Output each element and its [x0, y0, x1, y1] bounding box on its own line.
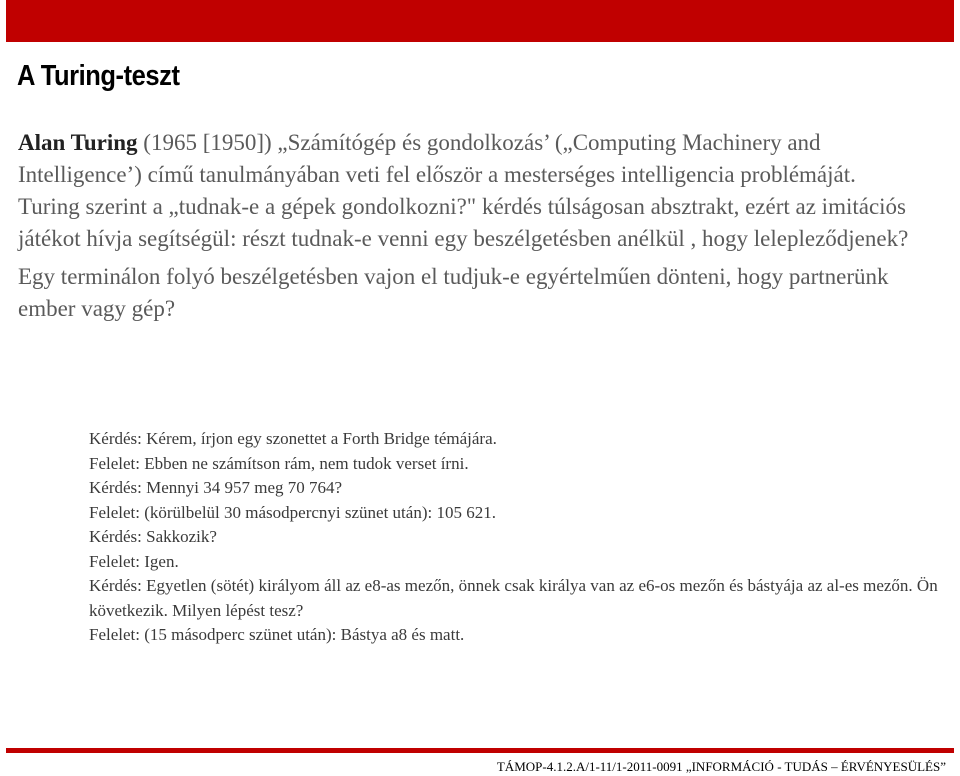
paragraph-imitation-game: Turing szerint a „tudnak-e a gépek gondolkozni?" kérdés túlságosan absztrakt, ezért az imitációs játékot hívja segítségül: részt tudnak-e venni egy beszélgetésben anélkül , hogy lelepleződjenek?: [18, 194, 909, 251]
dialogue-block: [89, 427, 951, 648]
dialogue-line: Felelet: (15 másodperc szünet után): Bástya a8 és matt.: [89, 625, 465, 644]
dialogue-line: Kérdés: Mennyi 34 957 meg 70 764?: [89, 478, 343, 497]
dialogue-line: Felelet: (körülbelül 30 másodpercnyi szünet után): 105 621.: [89, 502, 496, 522]
dialogue-line: Kérdés: Egyetlen (sötét) királyom áll az e8-as mezőn, önnek csak királya van az e6-os mezőn és bástyája az al-es mezőn. Ön következik. Milyen lépést tesz?: [89, 576, 938, 620]
top-accent-bar: [6, 0, 954, 42]
slide-body: [18, 127, 948, 325]
author-name: Alan Turing: [18, 130, 138, 155]
bottom-accent-bar: [6, 748, 954, 753]
footer-project-label: TÁMOP-4.1.2.A/1-11/1-2011-0091 „INFORMÁCIÓ - TUDÁS – ÉRVÉNYESÜLÉS”: [496, 759, 946, 774]
dialogue-line: Kérdés: Kérem, írjon egy szonettet a Forth Bridge témájára.: [89, 429, 497, 448]
paragraph-terminal-question: Egy terminálon folyó beszélgetésben vajon el tudjuk-e egyértelműen dönteni, hogy partnerünk ember vagy gép?: [18, 264, 889, 321]
dialogue-line: Felelet: Ebben ne számítson rám, nem tudok verset írni.: [89, 453, 469, 473]
slide-title: A Turing-teszt: [17, 60, 180, 92]
dialogue-line: Kérdés: Sakkozik?: [89, 527, 217, 546]
dialogue-line: Felelet: Igen.: [89, 551, 179, 571]
intro-text: (1965 [1950]) „Számítógép és gondolkozás’ („Computing Machinery and Intelligence’) című tanulmányában veti fel először a mesterséges intelligencia problémáját.: [18, 130, 856, 187]
paragraph-intro: [18, 127, 948, 191]
